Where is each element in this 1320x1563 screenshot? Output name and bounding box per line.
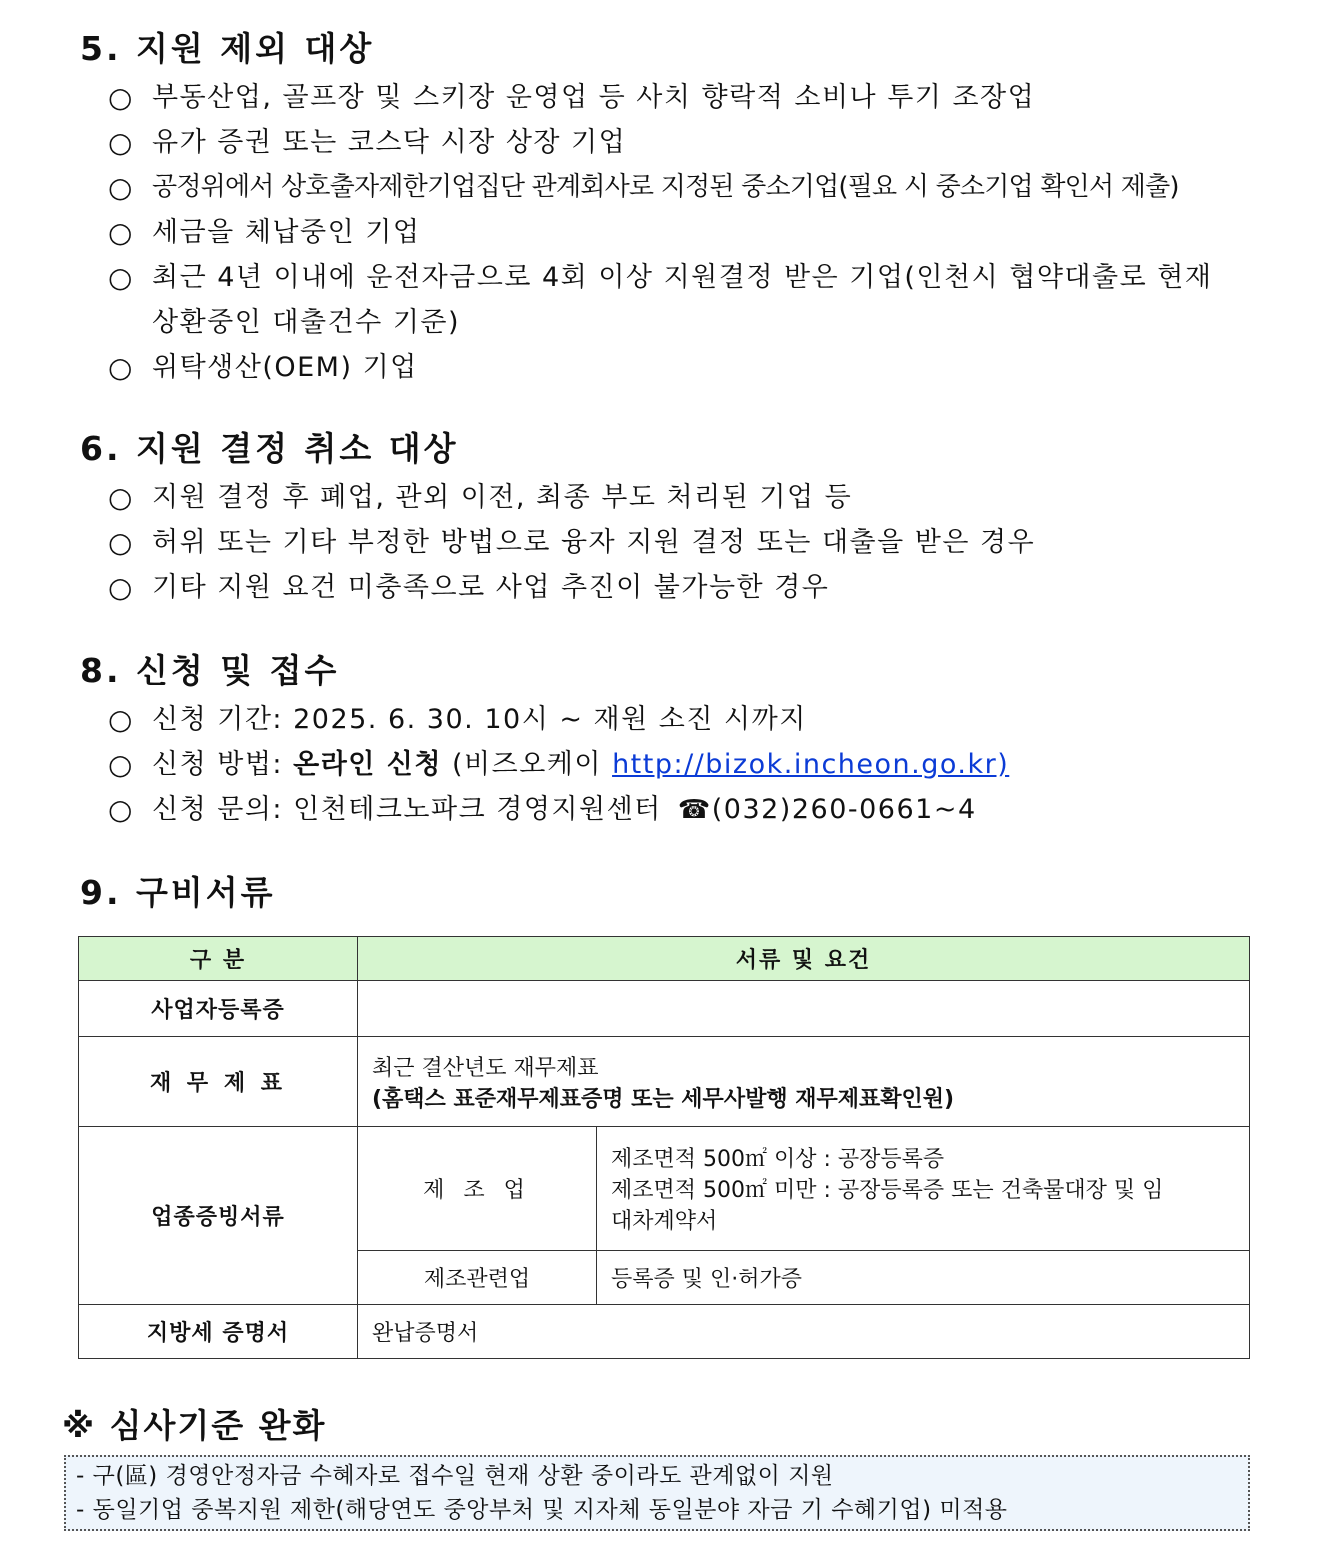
note-line: - 동일기업 중복지원 제한(해당연도 중앙부처 및 지자체 동일분야 자금 기 수혜기업) 미적용 — [76, 1497, 1008, 1523]
circle-bullet-icon: ○ — [108, 350, 134, 384]
list-item: ○ 허위 또는 기타 부정한 방법으로 융자 지원 결정 또는 대출을 받은 경우 — [108, 520, 1035, 565]
note-title: ※ 심사기준 완화 — [62, 1406, 327, 1445]
table-row — [79, 1037, 1250, 1127]
row-label: 업종증빙서류 — [79, 1127, 358, 1305]
section-5 — [80, 28, 1242, 390]
circle-bullet-icon: ○ — [108, 480, 134, 514]
inquiry-text: 신청 문의: 인천테크노파크 경영지원센터 — [152, 793, 662, 825]
table-row — [79, 1127, 1250, 1251]
circle-bullet-icon: ○ — [108, 260, 134, 294]
list-item: ○ 세금을 체납중인 기업 — [108, 210, 1242, 255]
row-value: 완납증명서 — [358, 1305, 1250, 1359]
phone-number: (032)260-0661~4 — [711, 793, 977, 825]
circle-bullet-icon: ○ — [108, 80, 134, 114]
list-item — [108, 787, 1009, 833]
circle-bullet-icon: ○ — [108, 792, 134, 826]
circle-bullet-icon: ○ — [108, 215, 134, 249]
section-8-list — [108, 697, 1009, 833]
row-value — [358, 981, 1250, 1037]
row-value: 제조면적 500㎡ 이상 : 공장등록증 제조면적 500㎡ 미만 : 공장등록증 또는 건축물대장 및 임대차계약서 — [597, 1127, 1250, 1251]
list-item: ○ 부동산업, 골프장 및 스키장 운영업 등 사치 향락적 소비나 투기 조장업 — [108, 75, 1242, 120]
note-box — [64, 1455, 1250, 1531]
section-8-title: 8. 신청 및 접수 — [80, 651, 340, 690]
section-9-title: 9. 구비서류 — [80, 873, 276, 912]
header-category: 구 분 — [79, 937, 358, 981]
section-5-list — [108, 75, 1242, 390]
row-label: 사업자등록증 — [79, 981, 358, 1037]
section-6 — [80, 428, 1035, 610]
list-item: ○ 공정위에서 상호출자제한기업집단 관계회사로 지정된 중소기업(필요 시 중소기업 확인서 제출) — [108, 165, 1242, 210]
circle-bullet-icon: ○ — [108, 747, 134, 781]
table-row — [79, 981, 1250, 1037]
section-6-list — [108, 475, 1035, 610]
section-6-title: 6. 지원 결정 취소 대상 — [80, 429, 459, 468]
method-online: 온라인 신청 — [293, 748, 442, 780]
circle-bullet-icon: ○ — [108, 570, 134, 604]
row-value: 등록증 및 인·허가증 — [597, 1251, 1250, 1305]
circle-bullet-icon: ○ — [108, 125, 134, 159]
bizok-link[interactable]: http://bizok.incheon.go.kr) — [612, 748, 1010, 780]
section-8 — [80, 650, 1009, 833]
list-item: ○ 기타 지원 요건 미충족으로 사업 추진이 불가능한 경우 — [108, 565, 1035, 610]
list-item: ○ 지원 결정 후 폐업, 관외 이전, 최종 부도 처리된 기업 등 — [108, 475, 1035, 520]
list-item: ○ 최근 4년 이내에 운전자금으로 4회 이상 지원결정 받은 기업(인천시 협약대출로 현재 상환중인 대출건수 기준) — [108, 255, 1242, 345]
list-item — [108, 697, 1009, 742]
note-line: - 구(區) 경영안정자금 수혜자로 접수일 현재 상환 중이라도 관계없이 지원 — [76, 1463, 834, 1489]
section-5-title: 5. 지원 제외 대상 — [80, 29, 375, 68]
sub-label: 제조관련업 — [358, 1251, 597, 1305]
circle-bullet-icon: ○ — [108, 525, 134, 559]
row-value: 최근 결산년도 재무제표 (홈택스 표준재무제표증명 또는 세무사발행 재무제표확인원) — [358, 1037, 1250, 1127]
application-period: 신청 기간: 2025. 6. 30. 10시 ~ 재원 소진 시까지 — [152, 703, 807, 735]
method-rest: (비즈오케이 — [452, 748, 602, 780]
required-documents-table — [78, 936, 1250, 1359]
header-requirements: 서류 및 요건 — [358, 937, 1250, 981]
row-label: 재 무 제 표 — [79, 1037, 358, 1127]
list-item — [108, 742, 1009, 787]
phone-icon: ☎ — [677, 794, 712, 825]
method-label: 신청 방법: — [152, 748, 284, 780]
sub-label: 제 조 업 — [358, 1127, 597, 1251]
list-item: ○ 위탁생산(OEM) 기업 — [108, 345, 1242, 390]
list-item: ○ 유가 증권 또는 코스닥 시장 상장 기업 — [108, 120, 1242, 165]
circle-bullet-icon: ○ — [108, 170, 134, 204]
section-9 — [80, 872, 276, 915]
table-row — [79, 1305, 1250, 1359]
circle-bullet-icon: ○ — [108, 702, 134, 736]
table-header-row — [79, 937, 1250, 981]
row-label: 지방세 증명서 — [79, 1305, 358, 1359]
